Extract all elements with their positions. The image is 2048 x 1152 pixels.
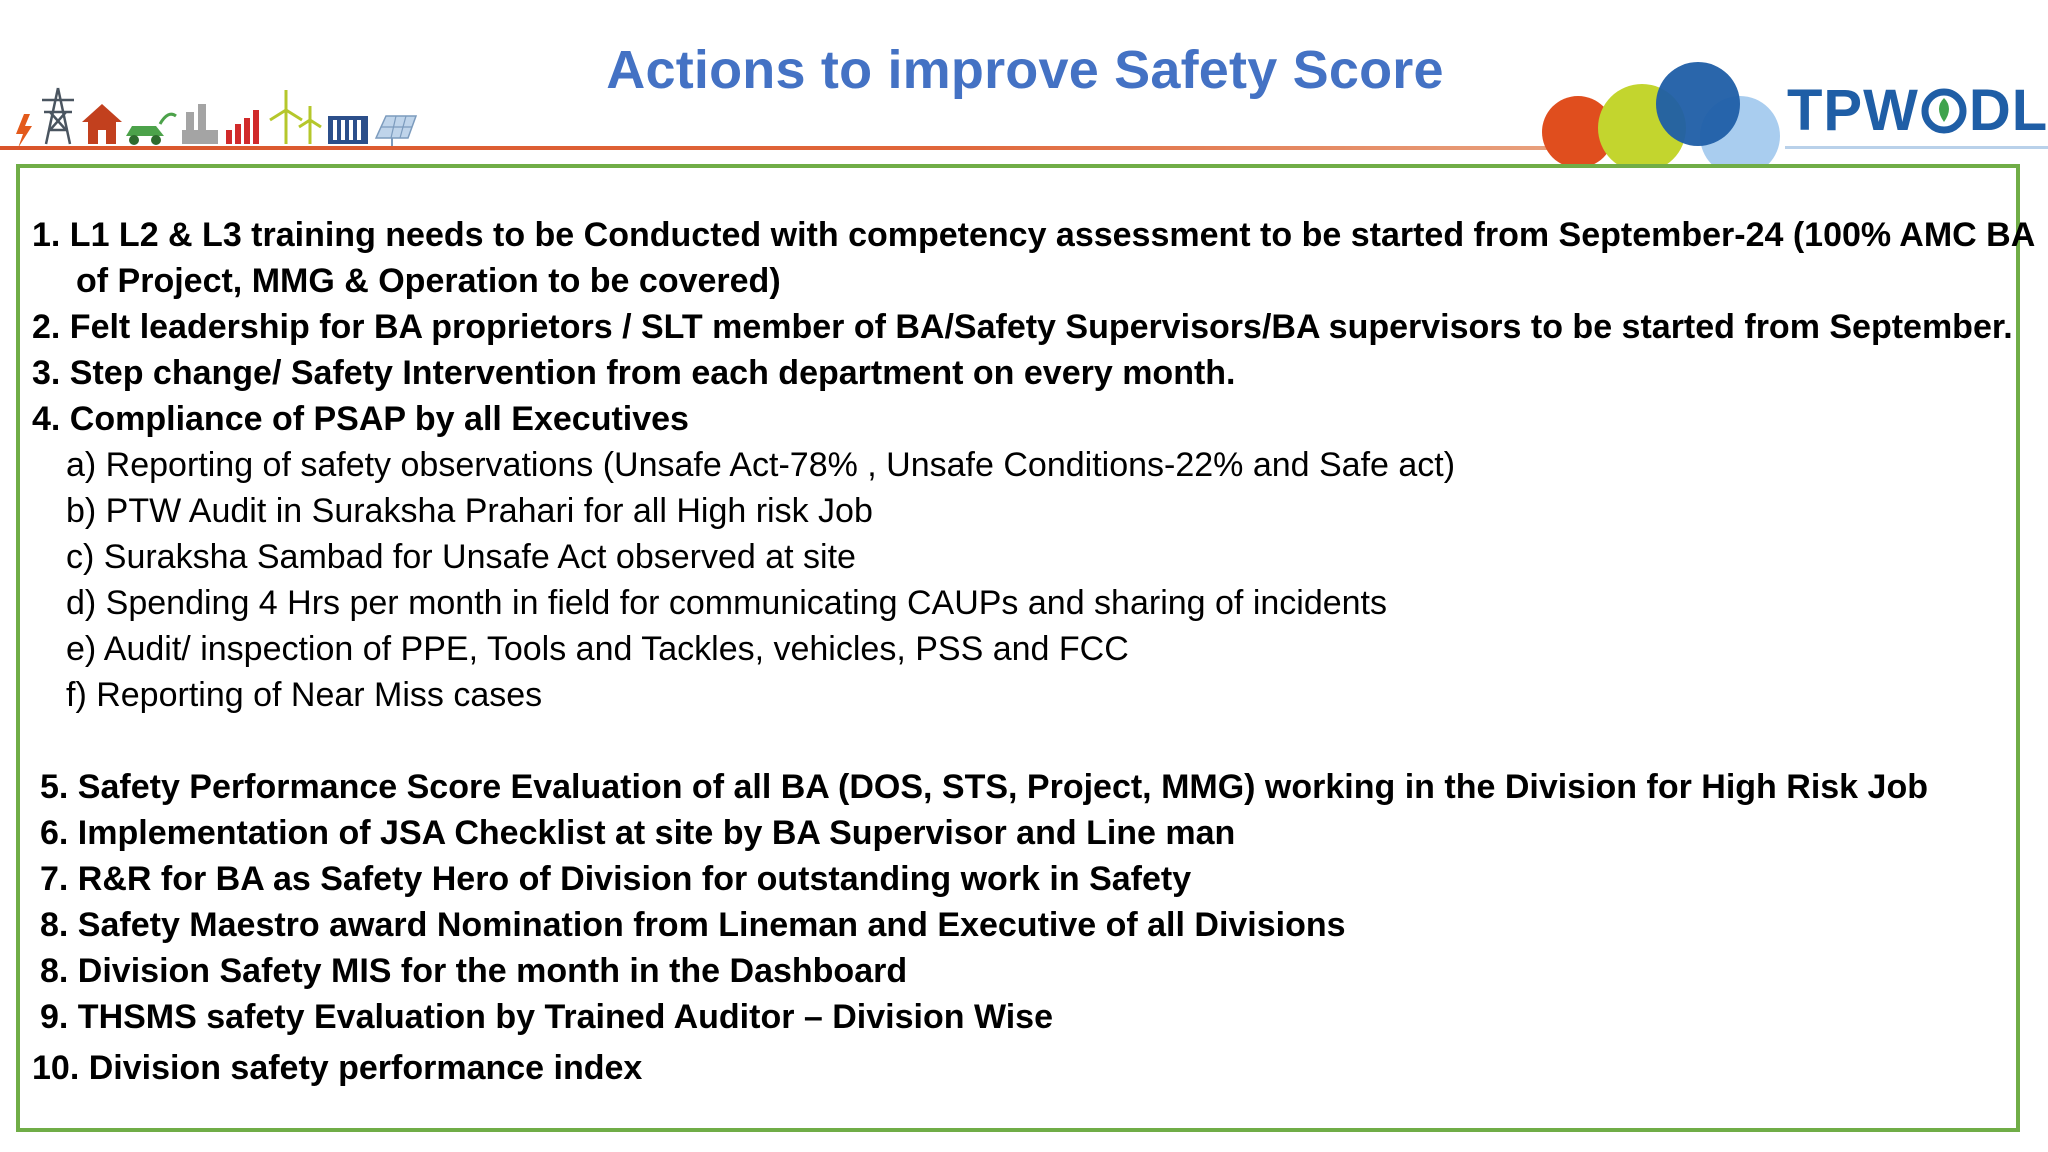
slide-title: Actions to improve Safety Score: [606, 40, 1444, 100]
list-item-8a: 8. Safety Maestro award Nomination from Lineman and Executive of all Divisions: [40, 906, 1346, 944]
bar-chart-icon: [226, 110, 259, 144]
house-icon: [82, 104, 122, 144]
electric-car-icon: [126, 114, 176, 145]
list-item-4: 4. Compliance of PSAP by all Executives: [32, 400, 689, 438]
header-icon-strip: [10, 86, 420, 148]
list-item-5: 5. Safety Performance Score Evaluation of all BA (DOS, STS, Project, MMG) working in the Division for High Risk Job: [40, 768, 1928, 806]
sub-item-4b: b) PTW Audit in Suraksha Prahari for all High risk Job: [66, 492, 873, 530]
solar-panel-icon: [376, 116, 416, 146]
list-item-8b: 8. Division Safety MIS for the month in the Dashboard: [40, 952, 908, 990]
header-divider-line: [0, 146, 1560, 150]
header-divider-line-right: [1785, 146, 2048, 149]
list-item-1: 1. L1 L2 & L3 training needs to be Conducted with competency assessment to be started from September-24 (100% AMC BA: [32, 216, 2036, 254]
list-item-9: 9. THSMS safety Evaluation by Trained Auditor – Division Wise: [40, 998, 1053, 1036]
decorative-circles: [1530, 56, 1790, 168]
sub-item-4e: e) Audit/ inspection of PPE, Tools and Tackles, vehicles, PSS and FCC: [66, 630, 1129, 668]
sub-item-4c: c) Suraksha Sambad for Unsafe Act observed at site: [66, 538, 856, 576]
factory-icon: [182, 104, 218, 144]
list-item-3: 3. Step change/ Safety Intervention from each department on every month.: [32, 354, 1236, 392]
sub-item-4a: a) Reporting of safety observations (Unsafe Act-78% , Unsafe Conditions-22% and Safe act): [66, 446, 1456, 484]
bulb-o-icon: [1921, 84, 1967, 138]
brand-text-start: TPW: [1787, 78, 1919, 143]
brand-text-end: DL: [1968, 78, 2048, 143]
brand-logo: [1787, 76, 2048, 146]
list-item-6: 6. Implementation of JSA Checklist at site by BA Supervisor and Line man: [40, 814, 1236, 852]
list-item-10: 10. Division safety performance index: [32, 1049, 643, 1087]
dam-icon: [328, 116, 368, 144]
blue-circle: [1656, 62, 1740, 146]
sub-item-4f: f) Reporting of Near Miss cases: [66, 676, 543, 714]
list-item-2: 2. Felt leadership for BA proprietors / SLT member of BA/Safety Supervisors/BA supervisors to be started from September.: [32, 308, 2013, 346]
lightning-icon: [16, 114, 32, 148]
list-item-7: 7. R&R for BA as Safety Hero of Division for outstanding work in Safety: [40, 860, 1192, 898]
transmission-tower-icon: [42, 88, 74, 144]
sub-item-4d: d) Spending 4 Hrs per month in field for communicating CAUPs and sharing of incidents: [66, 584, 1388, 622]
list-item-1-continued: of Project, MMG & Operation to be covered): [76, 262, 781, 300]
wind-turbine-icon: [270, 90, 321, 144]
